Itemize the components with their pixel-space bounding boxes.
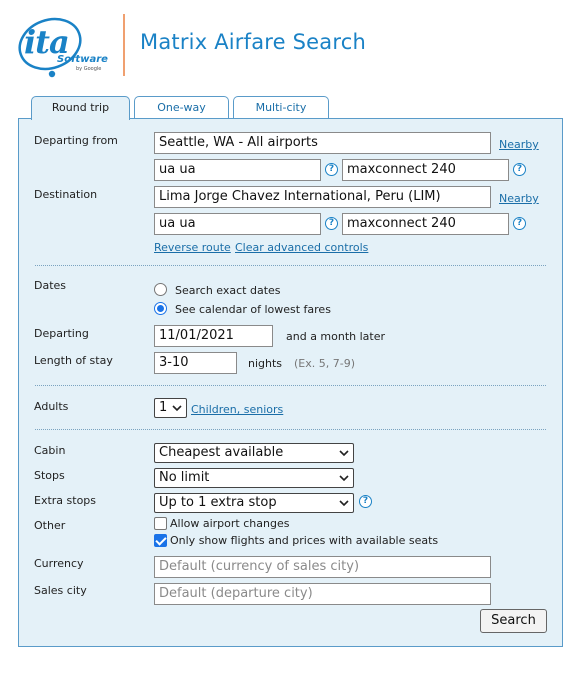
extra-stops-label: Extra stops — [34, 494, 97, 507]
only-available-seats-checkbox[interactable] — [154, 534, 167, 547]
origin-routing-input[interactable]: ua ua — [154, 159, 321, 181]
logo-divider — [123, 14, 125, 76]
allow-airport-changes-label: Allow airport changes — [170, 517, 290, 530]
destination-routing-input[interactable]: ua ua — [154, 213, 321, 235]
stops-select-value: No limit — [159, 470, 210, 485]
children-seniors-link[interactable]: Children, seniors — [191, 403, 284, 416]
departing-label: Departing — [34, 327, 89, 340]
destination-routing-help-icon[interactable]: ? — [325, 217, 338, 230]
chevron-down-icon — [339, 471, 349, 485]
tab-one-way[interactable]: One-way — [134, 96, 229, 119]
length-of-stay-example: (Ex. 5, 7-9) — [294, 357, 355, 370]
cabin-select[interactable] — [154, 443, 354, 463]
search-form-panel — [18, 118, 563, 647]
departing-date-suffix: and a month later — [286, 330, 386, 343]
destination-label: Destination — [34, 188, 98, 201]
reverse-route-link[interactable]: Reverse route — [154, 241, 231, 254]
currency-label: Currency — [34, 557, 84, 570]
stops-label: Stops — [34, 469, 65, 482]
search-exact-dates-label: Search exact dates — [175, 284, 281, 297]
cabin-select-value: Cheapest available — [159, 445, 284, 460]
tab-round-trip[interactable]: Round trip — [31, 96, 130, 120]
origin-extension-help-icon[interactable]: ? — [513, 163, 526, 176]
section-divider — [35, 265, 546, 266]
destination-nearby-link[interactable]: Nearby — [499, 192, 539, 205]
destination-extension-help-icon[interactable]: ? — [513, 217, 526, 230]
sales-city-input[interactable]: Default (departure city) — [154, 583, 491, 605]
destination-airport-input[interactable]: Lima Jorge Chavez International, Peru (LIM) — [154, 186, 491, 208]
only-available-seats-label: Only show flights and prices with available seats — [170, 534, 439, 547]
departing-from-label: Departing from — [34, 134, 118, 147]
chevron-down-icon — [172, 401, 182, 415]
adults-select[interactable] — [154, 398, 187, 418]
currency-input[interactable]: Default (currency of sales city) — [154, 556, 491, 578]
dates-label: Dates — [34, 279, 67, 292]
origin-routing-help-icon[interactable]: ? — [325, 163, 338, 176]
chevron-down-icon — [339, 446, 349, 460]
calendar-lowest-fares-label: See calendar of lowest fares — [175, 303, 331, 316]
departing-date-input[interactable]: 11/01/2021 — [154, 325, 273, 347]
page-title: Matrix Airfare Search — [140, 30, 367, 54]
nights-label: nights — [248, 357, 283, 370]
search-button[interactable]: Search — [480, 609, 547, 633]
logo-byline-text: by Google — [76, 66, 102, 72]
allow-airport-changes-checkbox[interactable] — [154, 517, 167, 530]
cabin-label: Cabin — [34, 444, 66, 457]
logo-main-text: ita — [24, 23, 69, 61]
extra-stops-help-icon[interactable]: ? — [359, 495, 372, 508]
origin-nearby-link[interactable]: Nearby — [499, 138, 539, 151]
other-label: Other — [34, 519, 66, 532]
origin-airport-input[interactable]: Seattle, WA - All airports — [154, 132, 491, 154]
calendar-lowest-fares-radio[interactable] — [154, 302, 167, 315]
stops-select[interactable] — [154, 468, 354, 488]
adults-label: Adults — [34, 400, 69, 413]
search-exact-dates-radio[interactable] — [154, 283, 167, 296]
destination-extension-input[interactable]: maxconnect 240 — [342, 213, 509, 235]
clear-advanced-controls-link[interactable]: Clear advanced controls — [235, 241, 369, 254]
logo-sub-text: Software — [57, 54, 108, 65]
chevron-down-icon — [339, 496, 349, 510]
sales-city-label: Sales city — [34, 584, 87, 597]
origin-extension-input[interactable]: maxconnect 240 — [342, 159, 509, 181]
length-of-stay-label: Length of stay — [34, 354, 113, 367]
tab-multi-city[interactable]: Multi-city — [233, 96, 329, 119]
section-divider — [35, 385, 546, 386]
section-divider — [35, 429, 546, 430]
extra-stops-select-value: Up to 1 extra stop — [159, 495, 277, 510]
extra-stops-select[interactable] — [154, 493, 354, 513]
adults-select-value: 1 — [159, 400, 168, 415]
length-of-stay-input[interactable]: 3-10 — [154, 352, 237, 374]
ita-software-logo — [16, 10, 116, 80]
